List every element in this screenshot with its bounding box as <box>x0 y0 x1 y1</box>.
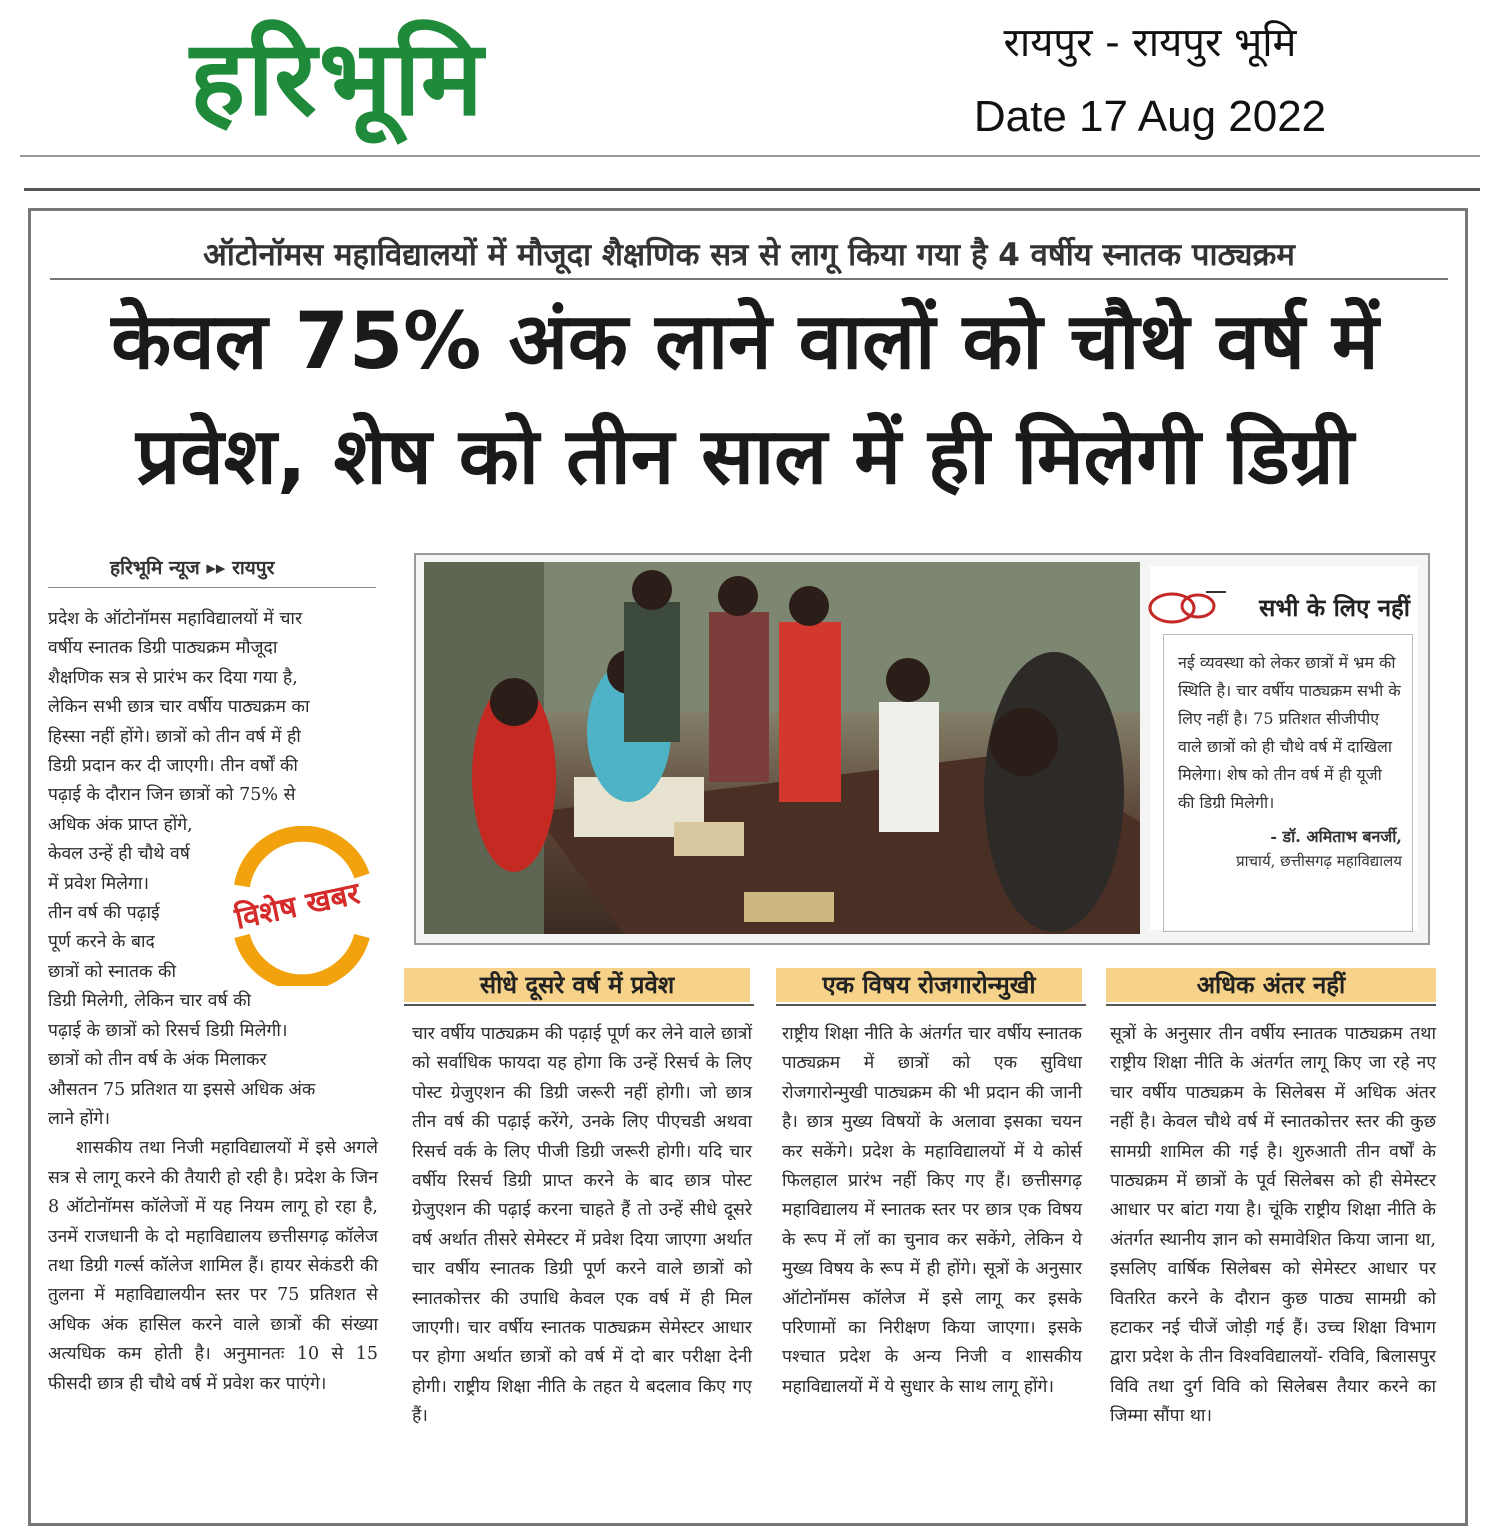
badge-text: विशेष खबर <box>231 876 363 937</box>
sidebar-heading: सभी के लिए नहीं <box>1259 594 1410 622</box>
sidebar-quote-box <box>1163 634 1413 932</box>
column-2-body: राष्ट्रीय शिक्षा नीति के अंतर्गत चार वर्षीय स्नातक पाठ्यक्रम में छात्रों को एक सुविधा रोजगारोन्मुखी पाठ्यक्रम की भी प्रदान की जानी है। छात्र मुख्य विषयों के अलावा इसका चयन कर सकेंगे। प्रदेश के महाविद्यालयों में ये कोर्स फिलहाल प्रारंभ नहीं किए गए हैं। छत्तीसगढ़ महाविद्यालय में स्नातक स्तर पर छात्र एक विषय के रूप में लॉ का चुनाव कर सकेंगे, लेकिन ये मुख्य विषय के रूप में ही होंगे। सूत्रों के अनुसार ऑटोनॉमस कॉलेज में इसे लागू कर इसके परिणामों का निरीक्षण किया जाएगा। इसके पश्चात प्रदेश के अन्य निजी व शासकीय महाविद्यालयों में ये सुधार के साथ लागू होंगे। <box>782 1024 1082 1397</box>
column-3-body: सूत्रों के अनुसार तीन वर्षीय स्नातक पाठ्यक्रम तथा राष्ट्रीय शिक्षा नीति के अंतर्गत लागू किए जा रहे नए चार वर्षीय पाठ्यक्रम के सिलेबस में अधिक अंतर नहीं है। केवल चौथे वर्ष में स्नातकोत्तर स्तर की कुछ सामग्री शामिल की गई है। शुरुआती तीन वर्षों के पाठ्यक्रम में छात्रों के पूर्व सिलेबस को ही सेमेस्टर आधार पर बांटा गया है। चूंकि राष्ट्रीय शिक्षा नीति के अंतर्गत स्थानीय ज्ञान को समावेशित किया जाना था, इसलिए वार्षिक सिलेबस को सेमेस्टर आधार पर वितरित करने के दौरान कुछ पाठ्य सामग्री को हटाकर नई चीजें जोड़ी गई हैं। उच्च शिक्षा विभाग द्वारा प्रदेश के तीन विश्वविद्यालयों- रविवि, बिलासपुर विवि तथा दुर्ग विवि को सिलेबस तैयार करने का जिम्मा सौंपा था। <box>1110 1024 1436 1427</box>
page-divider <box>24 188 1480 191</box>
article-headline <box>40 285 1450 515</box>
special-news-badge <box>212 826 382 986</box>
classroom-photo <box>424 562 1140 934</box>
lead-paragraph-2: शासकीय तथा निजी महाविद्यालयों में इसे अगले सत्र से लागू करने की तैयारी हो रही है। प्रदेश के जिन 8 ऑटोनॉमस कॉलेजों में यह नियम लागू हो रहा है, उनमें राजधानी के दो महाविद्यालय छत्तीसगढ़ कॉलेज तथा डिग्री गर्ल्स कॉलेज शामिल हैं। हायर सेकंडरी की तुलना में महाविद्यालयीन स्तर पर 75 प्रतिशत से अधिक अंक हासिल करने वाले छात्रों की संख्या अत्यधिक कम होती है। अनुमानतः 10 से 15 फीसदी छात्र ही चौथे वर्ष में प्रवेश कर पाएंगे। <box>48 1138 378 1394</box>
sidebar-role: प्राचार्य, छत्तीसगढ़ महाविद्यालय <box>1236 852 1402 870</box>
column-3-heading: अधिक अंतर नहीं <box>1106 968 1436 1002</box>
logo-text: हरिभूमि <box>190 16 485 139</box>
column-2-heading: एक विषय रोजगारोन्मुखी <box>776 968 1082 1002</box>
column-1-body: चार वर्षीय पाठ्यक्रम की पढ़ाई पूर्ण कर लेने वाले छात्रों को सर्वाधिक फायदा यह होगा कि उन्हें रिसर्च के लिए पोस्ट ग्रेजुएशन की डिग्री जरूरी नहीं होगी। जो छात्र तीन वर्ष की पढ़ाई करेंगे, उनके लिए पीएचडी अथवा रिसर्च वर्क के लिए पीजी डिग्री जरूरी होगी। यदि चार वर्षीय रिसर्च डिग्री प्राप्त करने के बाद छात्र पोस्ट ग्रेजुएशन की पढ़ाई करना चाहते हैं तो उन्हें सीधे दूसरे वर्ष अर्थात तीसरे सेमेस्टर में प्रवेश दिया जाएगा अर्थात चार वर्षीय स्नातक डिग्री पूर्ण करने वाले छात्रों को स्नातकोत्तर की उपाधि केवल एक वर्ष में ही मिल जाएगी। चार वर्षीय स्नातक पाठ्यक्रम सेमेस्टर आधार पर होगा अर्थात छात्रों को वर्ष में दो बार परीक्षा देनी होगी। राष्ट्रीय शिक्षा नीति के तहत ये बदलाव किए गए हैं। <box>412 1024 752 1427</box>
column-1-rule <box>404 1004 754 1006</box>
column-1-heading: सीधे दूसरे वर्ष में प्रवेश <box>404 968 750 1002</box>
sidebar-author: - डॉ. अमिताभ बनर्जी, <box>1270 827 1402 846</box>
headline-line-1: केवल 75% अंक लाने वालों को चौथे वर्ष में <box>111 297 1379 387</box>
date-label: Date 17 Aug 2022 <box>973 92 1327 141</box>
masthead-logo <box>190 18 730 138</box>
column-2-rule <box>776 1004 1086 1006</box>
edition-label: रायपुर - रायपुर भूमि <box>1003 20 1297 66</box>
headline-line-2: प्रवेश, शेष को तीन साल में ही मिलेगी डिग्री <box>136 412 1354 502</box>
lead-paragraph-1: प्रदेश के ऑटोनॉमस महाविद्यालयों में चार वर्षीय स्नातक डिग्री पाठ्यक्रम मौजूदा शैक्षणिक सत्र से प्रारंभ कर दिया गया है, लेकिन सभी छात्र चार वर्षीय पाठ्यक्रम का हिस्सा नहीं होंगे। छात्रों को तीन वर्ष में ही डिग्री प्रदान कर दी जाएगी। तीन वर्षों की पढ़ाई के दौरान जिन छात्रों को 75% से अधिक अंक प्राप्त होंगे, केवल उन्हें ही चौथे वर्ष में प्रवेश मिलेगा। तीन वर्ष की पढ़ाई पूर्ण करने के बाद छात्रों को स्नातक की डिग्री मिलेगी, लेकिन चार वर्ष की पढ़ाई के छात्रों को रिसर्च डिग्री मिलेगी। छात्रों को तीन वर्ष के अंक मिलाकर औसतन 75 प्रतिशत या इससे अधिक अंक लाने होंगे। <box>48 609 316 1129</box>
article-kicker: ऑटोनॉमस महाविद्यालयों में मौजूदा शैक्षणिक सत्र से लागू किया गया है 4 वर्षीय स्नातक पाठ्यक्रम <box>50 232 1448 280</box>
lead-column <box>48 605 378 1505</box>
masthead-divider <box>20 155 1480 157</box>
column-3-rule <box>1106 1004 1436 1006</box>
byline: हरिभूमि न्यूज ▸▸ रायपुर <box>48 552 376 588</box>
sidebar-quote: नई व्यवस्था को लेकर छात्रों में भ्रम की स्थिति है। चार वर्षीय पाठ्यक्रम सभी के लिए नहीं है। 75 प्रतिशत सीजीपीए वाले छात्रों को ही चौथे वर्ष में दाखिला मिलेगा। शेष को तीन वर्ष में ही यूजी की डिग्री मिलेगी। <box>1178 653 1401 812</box>
classroom-scene-icon <box>424 562 1140 934</box>
